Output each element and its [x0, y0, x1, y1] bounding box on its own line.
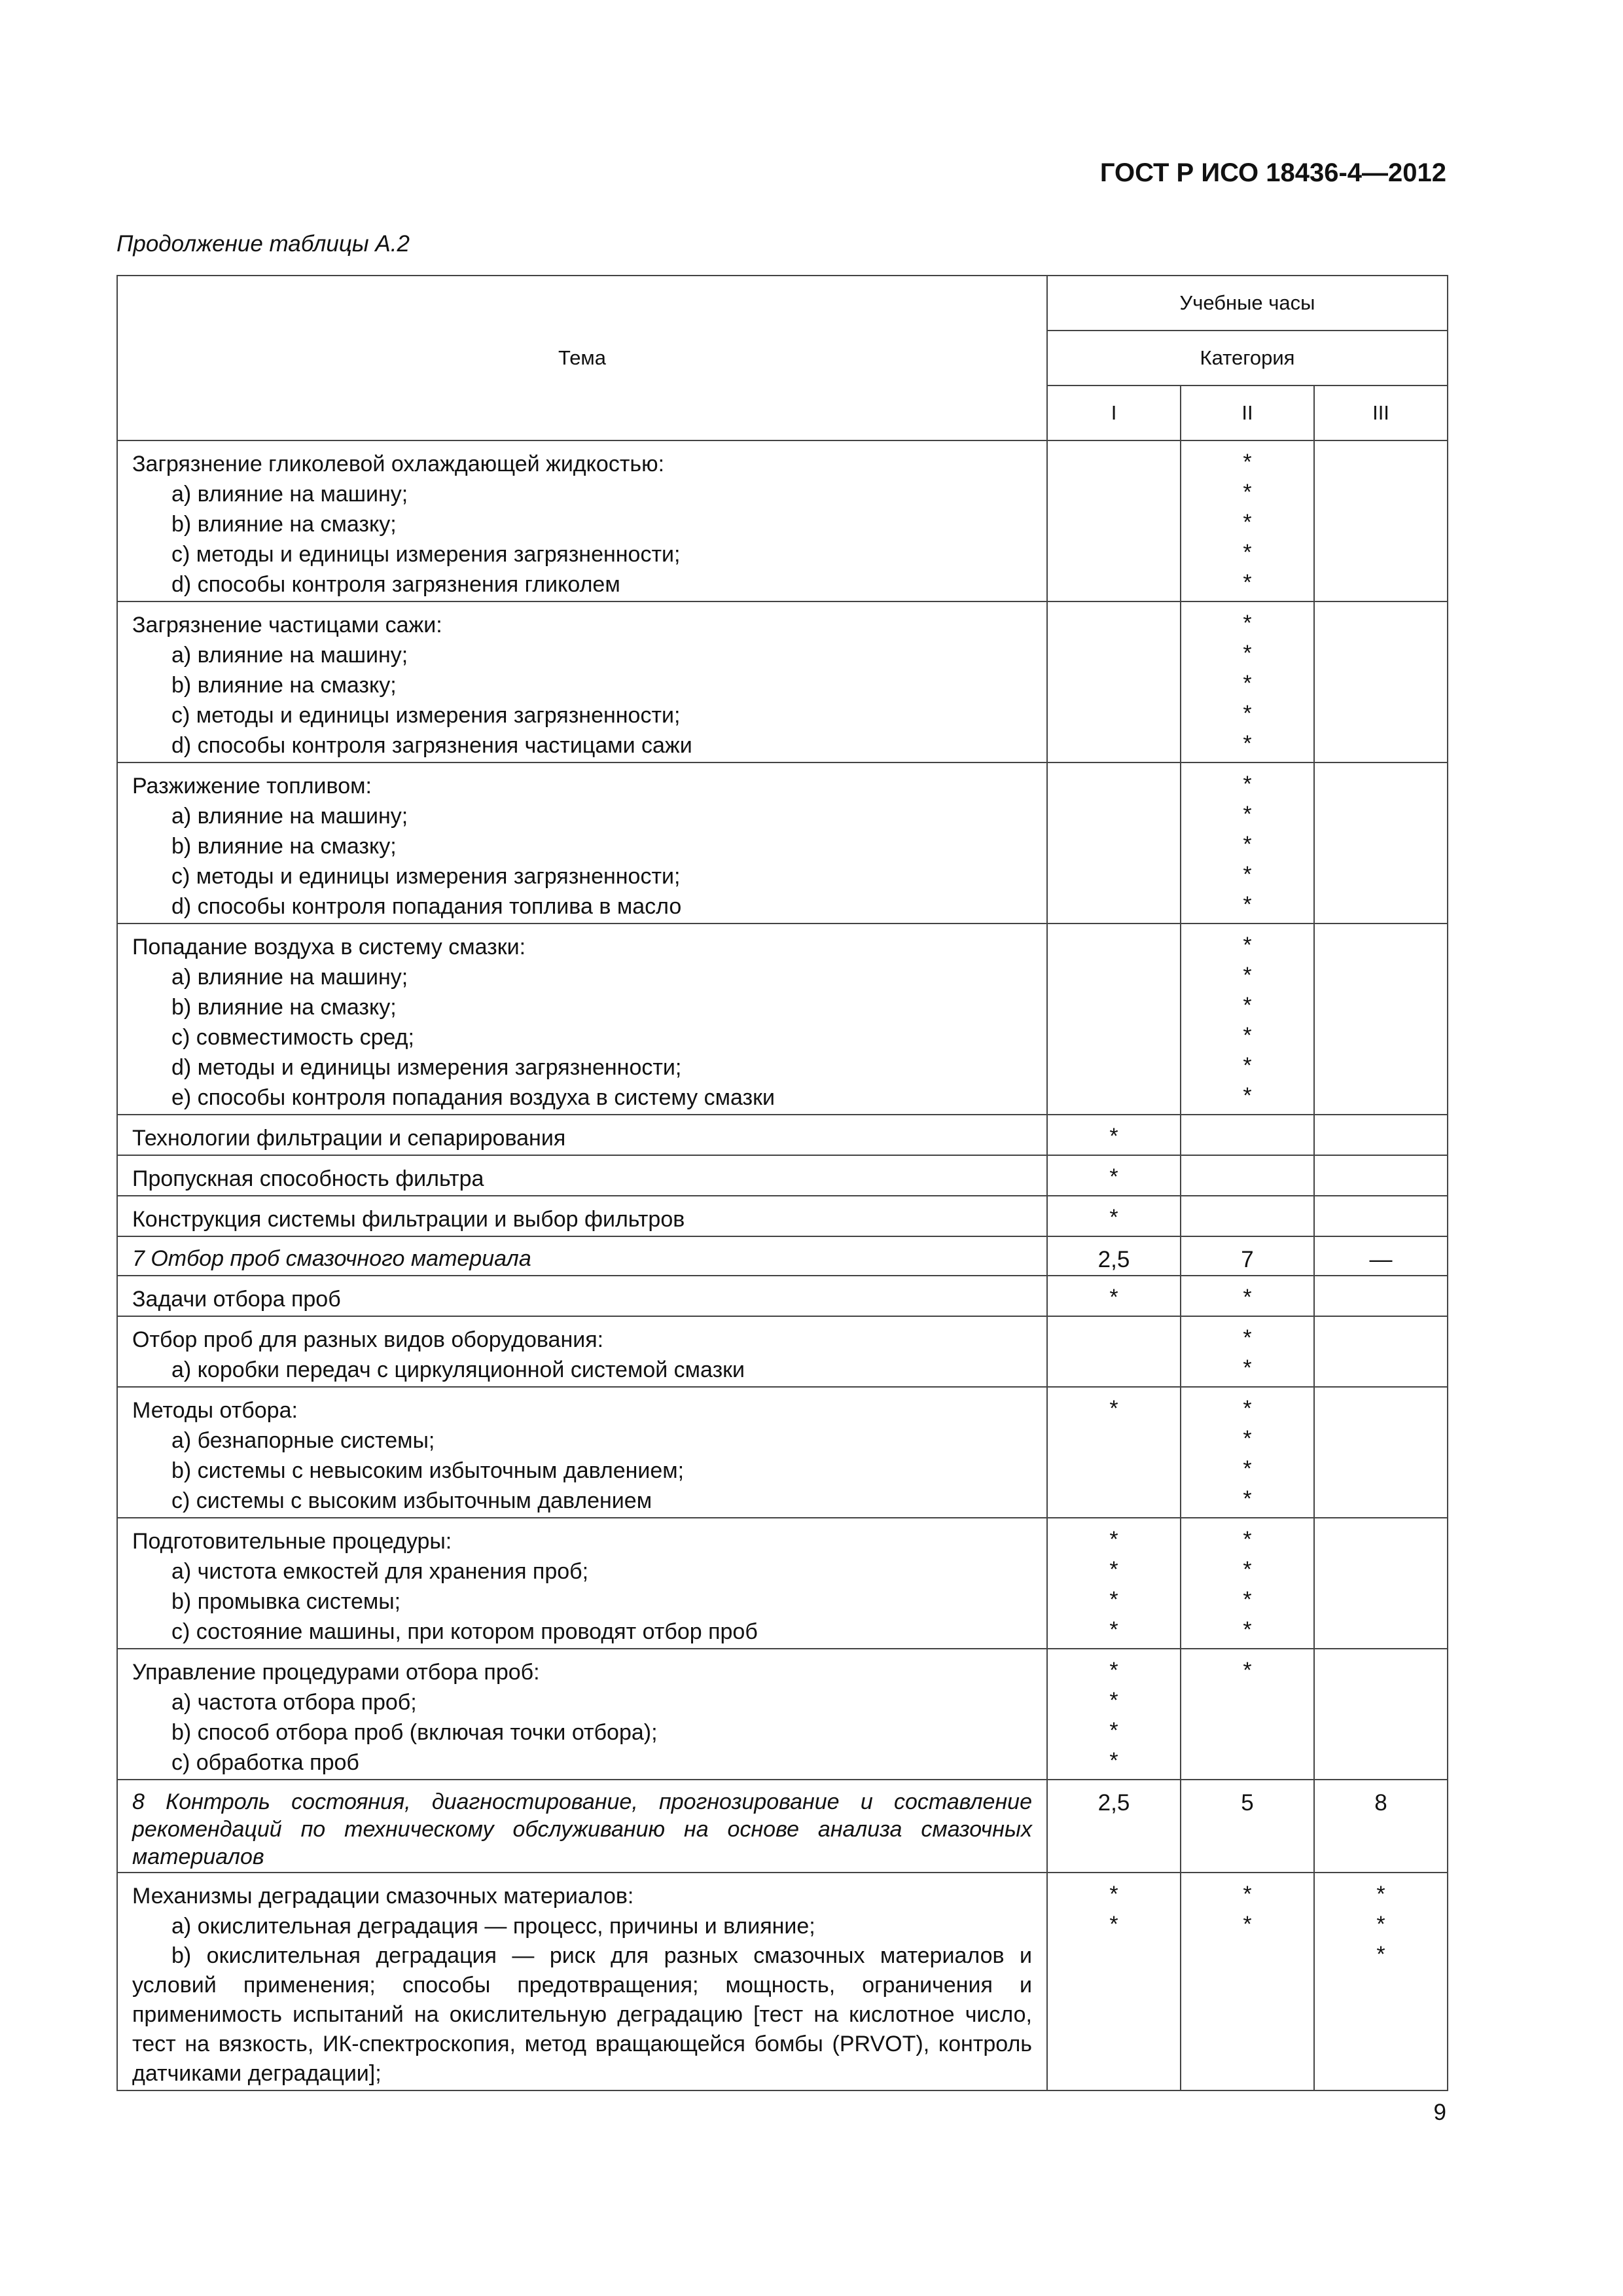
hours-value [1048, 730, 1180, 761]
asterisk-mark: * [1243, 963, 1252, 988]
asterisk-mark: * [1243, 862, 1252, 887]
hours-value [1315, 962, 1447, 992]
asterisk-mark: * [1109, 1658, 1118, 1683]
category-3-cell [1314, 1780, 1448, 1873]
category-1-cell [1047, 1316, 1181, 1387]
hours-value [1315, 479, 1447, 509]
hours-value [1315, 700, 1447, 730]
hours-value [1048, 1022, 1180, 1052]
category-2-cell [1181, 1518, 1314, 1649]
hours-value [1315, 891, 1447, 922]
hours-value [1048, 1426, 1180, 1456]
topic-paragraph: b) окислительная деградация — риск для разных смазочных материалов и условий применения; способы предотвращения; мощность, ограничения и применимость испытаний на окислительную деградацию [тест на кислотное число, тест на вязкость, ИК-спектроскопия, метод вращающейся бомбы (PRVOT), контроль датчиками деградации]; [132, 1943, 1032, 2086]
topic-subitem: b) влияние на смазку; [171, 834, 397, 859]
asterisk-mark: * [1109, 1587, 1118, 1612]
hours-value [1315, 771, 1447, 801]
category-1-cell [1047, 1518, 1181, 1649]
hours-value [1048, 831, 1180, 861]
asterisk-mark: * [1243, 1456, 1252, 1481]
hours-value [1315, 1617, 1447, 1647]
topic-cell [117, 1155, 1047, 1196]
category-1-cell [1047, 601, 1181, 762]
hours-value: 7 [1241, 1247, 1254, 1272]
topic-cell [117, 1518, 1047, 1649]
hours-value [1048, 610, 1180, 640]
category-2-cell [1181, 1155, 1314, 1196]
hours-value [1048, 700, 1180, 730]
hours-value [1048, 801, 1180, 831]
training-hours-table [116, 275, 1448, 2091]
hours-value [1315, 1083, 1447, 1113]
hours-value [1181, 1204, 1313, 1234]
header-category-1: I [1047, 386, 1181, 440]
hours-value [1315, 1325, 1447, 1355]
header-category: Категория [1047, 331, 1448, 386]
asterisk-mark: * [1109, 1688, 1118, 1713]
asterisk-mark: * [1243, 1527, 1252, 1552]
topic-subitem: b) способ отбора проб (включая точки отбора); [171, 1720, 658, 1745]
topic-title: Механизмы деградации смазочных материалов: [132, 1884, 634, 1909]
hours-value [1315, 1123, 1447, 1153]
topic-cell [117, 1649, 1047, 1780]
table-row [117, 1236, 1448, 1276]
category-3-cell [1314, 1196, 1448, 1236]
topic-cell [117, 924, 1047, 1115]
header-topic: Тема [117, 276, 1047, 440]
hours-value [1315, 509, 1447, 539]
category-2-cell [1181, 1780, 1314, 1873]
table-row [117, 1780, 1448, 1873]
topic-subitem: b) влияние на смазку; [171, 512, 397, 537]
topic-subitem: c) состояние машины, при котором проводят отбор проб [171, 1619, 758, 1644]
hours-value [1315, 730, 1447, 761]
hours-value [1315, 1456, 1447, 1486]
hours-value [1048, 670, 1180, 700]
category-1-cell [1047, 1780, 1181, 1873]
hours-value [1315, 1022, 1447, 1052]
category-1-cell [1047, 1115, 1181, 1155]
category-1-cell [1047, 440, 1181, 601]
hours-value [1048, 932, 1180, 962]
topic-title: Технологии фильтрации и сепарирования [132, 1126, 566, 1151]
category-1-cell [1047, 1387, 1181, 1518]
table-row [117, 924, 1448, 1115]
asterisk-mark: * [1376, 1942, 1385, 1967]
asterisk-mark: * [1243, 1617, 1252, 1642]
category-1-cell [1047, 762, 1181, 924]
asterisk-mark: * [1243, 540, 1252, 565]
hours-value [1181, 1164, 1313, 1194]
category-1-cell [1047, 1155, 1181, 1196]
topic-subitem: c) методы и единицы измерения загрязненности; [171, 864, 681, 889]
asterisk-mark: * [1243, 1325, 1252, 1350]
hours-value [1048, 479, 1180, 509]
topic-subitem: b) промывка системы; [171, 1589, 401, 1614]
table-row [117, 1649, 1448, 1780]
asterisk-mark: * [1243, 1658, 1252, 1683]
asterisk-mark: * [1243, 731, 1252, 756]
topic-cell [117, 601, 1047, 762]
hours-value [1315, 610, 1447, 640]
hours-value [1315, 1164, 1447, 1194]
asterisk-mark: * [1243, 1557, 1252, 1582]
category-2-cell [1181, 924, 1314, 1115]
asterisk-mark: * [1109, 1748, 1118, 1773]
hours-value [1048, 509, 1180, 539]
hours-value [1315, 1717, 1447, 1748]
asterisk-mark: * [1243, 1023, 1252, 1048]
asterisk-mark: * [1243, 933, 1252, 958]
hours-value [1315, 1284, 1447, 1314]
topic-subitem: a) коробки передач с циркуляционной системой смазки [171, 1357, 745, 1382]
asterisk-mark: * [1243, 892, 1252, 917]
hours-value [1315, 1687, 1447, 1717]
hours-value [1315, 801, 1447, 831]
section-heading: 8 Контроль состояния, диагностирование, прогнозирование и составление рекомендаций по техническому обслуживанию на основе анализа смазочных материалов [132, 1789, 1032, 1869]
topic-subitem: b) влияние на смазку; [171, 673, 397, 698]
table-body [117, 276, 1448, 2090]
hours-value [1048, 640, 1180, 670]
topic-subitem: e) способы контроля попадания воздуха в систему смазки [171, 1085, 775, 1110]
asterisk-mark: * [1243, 450, 1252, 475]
table-row [117, 1387, 1448, 1518]
asterisk-mark: * [1243, 802, 1252, 827]
topic-cell [117, 1387, 1047, 1518]
hours-value [1315, 1748, 1447, 1778]
table-row [117, 1873, 1448, 2090]
category-2-cell [1181, 1115, 1314, 1155]
hours-value [1048, 1083, 1180, 1113]
header-category-3: III [1314, 386, 1448, 440]
hours-value [1315, 1204, 1447, 1234]
topic-subitem: c) методы и единицы измерения загрязненности; [171, 542, 681, 567]
asterisk-mark: * [1109, 1164, 1118, 1189]
hours-value [1315, 569, 1447, 600]
asterisk-mark: * [1243, 510, 1252, 535]
hours-value [1048, 539, 1180, 569]
topic-cell [117, 440, 1047, 601]
hours-value [1315, 1526, 1447, 1556]
asterisk-mark: * [1109, 1557, 1118, 1582]
topic-subitem: a) безнапорные системы; [171, 1428, 435, 1453]
table-row [117, 1115, 1448, 1155]
hours-value [1315, 1426, 1447, 1456]
document-code: ГОСТ Р ИСО 18436-4—2012 [1099, 158, 1446, 187]
header-category-2: II [1181, 386, 1314, 440]
hours-value [1181, 1687, 1313, 1717]
topic-subitem: d) способы контроля попадания топлива в масло [171, 894, 682, 919]
topic-subitem: d) способы контроля загрязнения гликолем [171, 572, 620, 597]
topic-title: Управление процедурами отбора проб: [132, 1660, 540, 1685]
asterisk-mark: * [1109, 1527, 1118, 1552]
hours-value [1315, 1587, 1447, 1617]
topic-subitem: a) влияние на машину; [171, 482, 408, 507]
category-3-cell [1314, 1873, 1448, 2090]
asterisk-mark: * [1243, 993, 1252, 1018]
hours-value [1048, 1355, 1180, 1385]
hours-value [1181, 1717, 1313, 1748]
topic-title: Пропускная способность фильтра [132, 1166, 484, 1191]
hours-value [1315, 1486, 1447, 1516]
topic-subitem: c) обработка проб [171, 1750, 359, 1775]
category-2-cell [1181, 601, 1314, 762]
category-1-cell [1047, 1276, 1181, 1316]
asterisk-mark: * [1109, 1912, 1118, 1937]
asterisk-mark: * [1109, 1205, 1118, 1230]
category-2-cell [1181, 440, 1314, 601]
category-3-cell [1314, 1115, 1448, 1155]
topic-cell [117, 1780, 1047, 1873]
asterisk-mark: * [1243, 480, 1252, 505]
category-2-cell [1181, 762, 1314, 924]
category-1-cell [1047, 1649, 1181, 1780]
table-row [117, 1518, 1448, 1649]
hours-value [1315, 831, 1447, 861]
category-3-cell [1314, 762, 1448, 924]
asterisk-mark: * [1109, 1718, 1118, 1743]
hours-value [1315, 640, 1447, 670]
header-row-hours [117, 276, 1448, 331]
topic-cell [117, 1236, 1047, 1276]
table-caption: Продолжение таблицы А.2 [116, 231, 410, 257]
hours-value [1048, 569, 1180, 600]
category-3-cell [1314, 924, 1448, 1115]
topic-title: Подготовительные процедуры: [132, 1529, 452, 1554]
category-2-cell [1181, 1276, 1314, 1316]
category-2-cell [1181, 1649, 1314, 1780]
topic-subitem: c) системы с высоким избыточным давлением [171, 1488, 652, 1513]
asterisk-mark: * [1243, 832, 1252, 857]
hours-value [1048, 1325, 1180, 1355]
asterisk-mark: * [1243, 611, 1252, 636]
page-number: 9 [1433, 2100, 1446, 2125]
hours-value [1315, 670, 1447, 700]
asterisk-mark: * [1243, 772, 1252, 797]
asterisk-mark: * [1243, 570, 1252, 595]
category-3-cell [1314, 1649, 1448, 1780]
asterisk-mark: * [1109, 1882, 1118, 1907]
section-heading: 7 Отбор проб смазочного материала [132, 1246, 531, 1271]
hours-value: 2,5 [1097, 1247, 1130, 1272]
asterisk-mark: * [1243, 1396, 1252, 1421]
asterisk-mark: * [1376, 1912, 1385, 1937]
hours-value [1181, 1748, 1313, 1778]
category-3-cell [1314, 1387, 1448, 1518]
hours-value [1315, 1052, 1447, 1083]
asterisk-mark: * [1109, 1285, 1118, 1310]
category-1-cell [1047, 924, 1181, 1115]
asterisk-mark: * [1109, 1124, 1118, 1149]
hours-value: 2,5 [1097, 1790, 1130, 1816]
asterisk-mark: * [1109, 1617, 1118, 1642]
hours-value: — [1369, 1247, 1393, 1272]
hours-value: 8 [1374, 1790, 1387, 1816]
category-1-cell [1047, 1236, 1181, 1276]
topic-title: Загрязнение частицами сажи: [132, 613, 442, 637]
topic-title: Загрязнение гликолевой охлаждающей жидкостью: [132, 452, 665, 476]
category-2-cell [1181, 1873, 1314, 2090]
hours-value [1048, 962, 1180, 992]
topic-subitem: b) системы с невысоким избыточным давлением; [171, 1458, 685, 1483]
hours-value [1315, 992, 1447, 1022]
hours-value [1048, 1941, 1180, 1971]
asterisk-mark: * [1376, 1882, 1385, 1907]
table-row [117, 601, 1448, 762]
category-3-cell [1314, 440, 1448, 601]
topic-subitem: a) влияние на машину; [171, 643, 408, 668]
topic-subitem: c) методы и единицы измерения загрязненности; [171, 703, 681, 728]
table-row [117, 1196, 1448, 1236]
category-1-cell [1047, 1196, 1181, 1236]
hours-value [1048, 1456, 1180, 1486]
hours-value [1048, 449, 1180, 479]
topic-cell [117, 1196, 1047, 1236]
hours-value [1315, 449, 1447, 479]
category-3-cell [1314, 1518, 1448, 1649]
hours-value [1048, 861, 1180, 891]
table-row [117, 762, 1448, 924]
hours-value [1181, 1941, 1313, 1971]
hours-value [1181, 1123, 1313, 1153]
topic-cell [117, 1115, 1047, 1155]
topic-subitem: b) влияние на смазку; [171, 995, 397, 1020]
hours-value [1315, 1556, 1447, 1587]
topic-subitem: a) влияние на машину; [171, 804, 408, 829]
asterisk-mark: * [1243, 1486, 1252, 1511]
hours-value [1048, 891, 1180, 922]
category-2-cell [1181, 1316, 1314, 1387]
category-2-cell [1181, 1236, 1314, 1276]
asterisk-mark: * [1243, 1882, 1252, 1907]
topic-title: Конструкция системы фильтрации и выбор фильтров [132, 1207, 685, 1232]
topic-subitem: a) влияние на машину; [171, 965, 408, 990]
category-3-cell [1314, 601, 1448, 762]
category-3-cell [1314, 1236, 1448, 1276]
topic-cell [117, 762, 1047, 924]
asterisk-mark: * [1243, 1355, 1252, 1380]
table-row [117, 1316, 1448, 1387]
topic-title: Попадание воздуха в систему смазки: [132, 935, 526, 960]
topic-cell [117, 1276, 1047, 1316]
category-3-cell [1314, 1155, 1448, 1196]
hours-value [1048, 1052, 1180, 1083]
hours-value [1048, 992, 1180, 1022]
topic-title: Отбор проб для разных видов оборудования: [132, 1327, 604, 1352]
topic-title: Методы отбора: [132, 1398, 298, 1423]
asterisk-mark: * [1243, 701, 1252, 726]
topic-cell [117, 1316, 1047, 1387]
asterisk-mark: * [1243, 1587, 1252, 1612]
table-row [117, 1276, 1448, 1316]
hours-value [1315, 539, 1447, 569]
table-row [117, 1155, 1448, 1196]
hours-value [1048, 771, 1180, 801]
category-1-cell [1047, 1873, 1181, 2090]
asterisk-mark: * [1243, 1426, 1252, 1451]
asterisk-mark: * [1243, 1053, 1252, 1078]
asterisk-mark: * [1243, 1285, 1252, 1310]
topic-title: Задачи отбора проб [132, 1287, 341, 1312]
topic-subitem: d) способы контроля загрязнения частицами сажи [171, 733, 692, 758]
topic-subitem: a) частота отбора проб; [171, 1690, 417, 1715]
category-3-cell [1314, 1276, 1448, 1316]
hours-value [1315, 861, 1447, 891]
asterisk-mark: * [1243, 1912, 1252, 1937]
category-2-cell [1181, 1196, 1314, 1236]
asterisk-mark: * [1243, 671, 1252, 696]
header-hours: Учебные часы [1047, 276, 1448, 331]
topic-subitem: a) окислительная деградация — процесс, причины и влияние; [171, 1914, 815, 1939]
hours-value [1315, 1355, 1447, 1385]
topic-title: Разжижение топливом: [132, 774, 372, 798]
asterisk-mark: * [1109, 1396, 1118, 1421]
asterisk-mark: * [1243, 1083, 1252, 1108]
asterisk-mark: * [1243, 641, 1252, 666]
hours-value [1315, 1395, 1447, 1426]
hours-value [1048, 1486, 1180, 1516]
category-2-cell [1181, 1387, 1314, 1518]
topic-cell [117, 1873, 1047, 2090]
hours-value [1315, 932, 1447, 962]
table-row [117, 440, 1448, 601]
topic-subitem: a) чистота емкостей для хранения проб; [171, 1559, 589, 1584]
topic-subitem: d) методы и единицы измерения загрязненности; [171, 1055, 682, 1080]
category-3-cell [1314, 1316, 1448, 1387]
hours-value: 5 [1241, 1790, 1254, 1816]
topic-subitem: c) совместимость сред; [171, 1025, 414, 1050]
hours-value [1315, 1657, 1447, 1687]
